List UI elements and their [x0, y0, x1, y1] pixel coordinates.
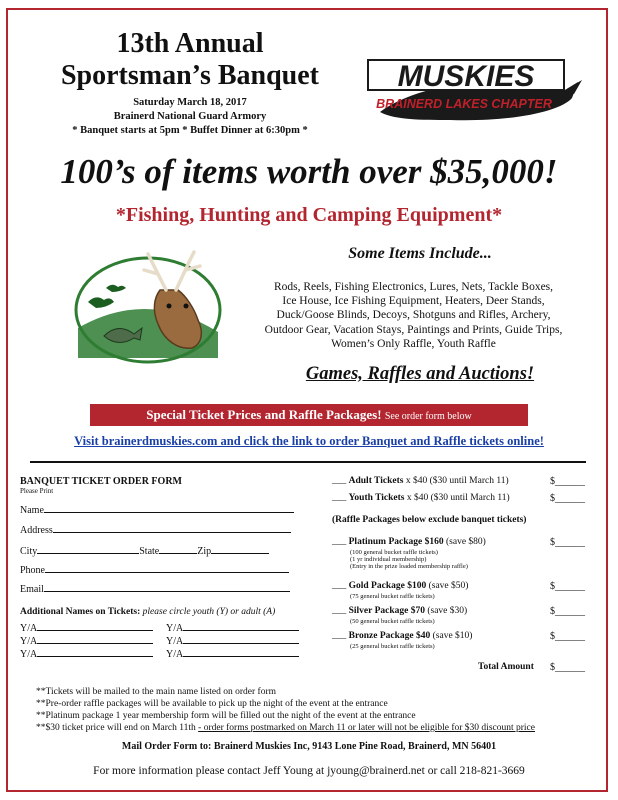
banner-main: Special Ticket Prices and Raffle Packages!: [146, 407, 382, 422]
ya-input[interactable]: [37, 620, 153, 631]
silver-amount[interactable]: $______: [550, 606, 585, 617]
youth-amount[interactable]: $______: [550, 493, 585, 504]
title-line-2: Sportsman’s Banquet: [60, 60, 319, 91]
items-line: Duck/Goose Blinds, Decoys, Shotguns and Rifles, Archery,: [276, 309, 551, 322]
address-input[interactable]: [53, 522, 291, 533]
bronze-details: (25 general bucket raffle tickets): [350, 643, 435, 650]
zip-input[interactable]: [211, 543, 269, 554]
city-label: City: [20, 546, 38, 557]
silver-details: (50 general bucket raffle tickets): [350, 618, 435, 625]
ya-input[interactable]: [183, 620, 299, 631]
state-label: State: [139, 546, 160, 557]
note: **Pre-order raffle packages will be available to pick up the night of the event at the entrance: [36, 699, 388, 709]
items-heading: Some Items Include...: [348, 245, 492, 262]
qty-blank[interactable]: ___: [332, 631, 347, 641]
email-field[interactable]: [20, 581, 290, 595]
note: **Tickets will be mailed to the main name listed on order form: [36, 687, 277, 697]
event-details: [40, 96, 340, 138]
items-line: Outdoor Gear, Vacation Stays, Paintings and Prints, Guide Trips,: [264, 323, 563, 336]
total-amount[interactable]: $______: [550, 662, 585, 673]
silver-label: Silver Package $70: [348, 606, 425, 616]
qty-blank[interactable]: ___: [332, 493, 347, 503]
bronze-amount[interactable]: $______: [550, 631, 585, 642]
adult-label: Adult Tickets: [348, 476, 404, 486]
phone-input[interactable]: [45, 562, 289, 573]
silver-save: (save $30): [427, 606, 468, 616]
gold-details: (75 general bucket raffle tickets): [350, 593, 435, 600]
additional-names-heading: [20, 607, 275, 617]
mail-address: Mail Order Form to: Brainerd Muskies Inc, 9143 Lone Pine Road, Brainerd, MN 56401: [121, 741, 497, 752]
youth-price: x $40 ($30 until March 11): [406, 493, 510, 503]
deer-emblem: [74, 248, 222, 364]
ya-row[interactable]: [166, 620, 299, 634]
ya-label: Y/A: [20, 623, 38, 634]
ya-row[interactable]: [166, 646, 299, 660]
bronze-label: Bronze Package $40: [348, 631, 431, 641]
event-title: [40, 28, 340, 92]
raffle-note: (Raffle Packages below exclude banquet tickets): [332, 515, 527, 525]
note-deadline-a: **$30 ticket price will end on March 11th: [36, 723, 196, 733]
platinum-detail: (Entry in the prize loaded membership raffle): [350, 563, 468, 570]
event-date: Saturday March 18, 2017: [133, 97, 247, 108]
ya-label: Y/A: [20, 649, 38, 660]
ya-row[interactable]: [166, 633, 299, 647]
ya-label: Y/A: [166, 636, 184, 647]
event-venue: Brainerd National Guard Armory: [113, 111, 267, 122]
note-deadline: [36, 723, 535, 733]
banner-small: See order form below: [384, 411, 472, 422]
contact-info: For more information please contact Jeff Young at jyoung@brainerd.net or call 218-821-3669: [93, 765, 525, 777]
email-label: Email: [20, 584, 44, 595]
city-input[interactable]: [37, 543, 139, 554]
ya-label: Y/A: [166, 623, 184, 634]
ya-input[interactable]: [183, 646, 299, 657]
items-line: Ice House, Ice Fishing Equipment, Heaters, Deer Stands,: [282, 295, 545, 308]
qty-blank[interactable]: ___: [332, 537, 347, 547]
youth-tickets[interactable]: [332, 493, 510, 503]
headline: 100’s of items worth over $35,000!: [60, 152, 558, 191]
platinum-details: [350, 549, 468, 570]
items-line: Women’s Only Raffle, Youth Raffle: [331, 337, 496, 350]
platinum-save: (save $80): [446, 537, 486, 547]
ya-input[interactable]: [183, 633, 299, 644]
muskies-logo: [360, 42, 582, 142]
platinum-label: Platinum Package $160: [348, 537, 444, 547]
city-state-zip-field[interactable]: [20, 543, 269, 557]
platinum-amount[interactable]: $______: [550, 537, 585, 548]
ya-input[interactable]: [37, 633, 153, 644]
additional-bold: Additional Names on Tickets:: [20, 607, 141, 617]
phone-field[interactable]: [20, 562, 289, 576]
ya-row[interactable]: [20, 633, 153, 647]
silver-package[interactable]: [332, 606, 467, 616]
games-heading: Games, Raffles and Auctions!: [305, 364, 535, 384]
name-label: Name: [20, 505, 44, 516]
platinum-detail: (100 general bucket raffle tickets): [350, 549, 438, 556]
address-field[interactable]: [20, 522, 291, 536]
adult-tickets[interactable]: [332, 476, 509, 486]
logo-name: MUSKIES: [397, 60, 535, 93]
zip-label: Zip: [197, 546, 212, 557]
form-heading: BANQUET TICKET ORDER FORM: [20, 476, 182, 487]
adult-price: x $40 ($30 until March 11): [405, 476, 509, 486]
email-input[interactable]: [44, 581, 290, 592]
logo-inc: INC.: [540, 91, 556, 100]
visit-link[interactable]: Visit brainerdmuskies.com and click the link to order Banquet and Raffle tickets online!: [74, 434, 544, 448]
gold-package[interactable]: [332, 581, 468, 591]
phone-label: Phone: [20, 565, 45, 576]
ya-label: Y/A: [20, 636, 38, 647]
gold-label: Gold Package $100: [348, 581, 427, 591]
state-input[interactable]: [159, 543, 197, 554]
divider: [30, 461, 586, 463]
note-deadline-b: - order forms postmarked on March 11 or later will not be eligible for $30 discount price: [198, 723, 535, 733]
gold-save: (save $50): [428, 581, 469, 591]
ticket-banner: [90, 404, 528, 426]
qty-blank[interactable]: ___: [332, 581, 347, 591]
youth-label: Youth Tickets: [348, 493, 405, 503]
name-input[interactable]: [44, 502, 294, 513]
subheadline: *Fishing, Hunting and Camping Equipment*: [115, 204, 503, 226]
qty-blank[interactable]: ___: [332, 476, 347, 486]
total-label: Total Amount: [478, 662, 534, 672]
name-field[interactable]: [20, 502, 294, 516]
additional-italic: please circle youth (Y) or adult (A): [142, 607, 276, 617]
ya-row[interactable]: [20, 620, 153, 634]
please-print: Please Print: [20, 487, 54, 495]
platinum-package[interactable]: [332, 537, 486, 547]
platinum-detail: (1 yr individual membership): [350, 556, 427, 563]
items-list: [236, 280, 591, 351]
gold-amount[interactable]: $______: [550, 581, 585, 592]
bronze-package[interactable]: [332, 631, 472, 641]
note: **Platinum package 1 year membership form will be filled out the night of the event at the entrance: [36, 711, 416, 721]
event-times: * Banquet starts at 5pm * Buffet Dinner at 6:30pm *: [72, 125, 308, 136]
address-label: Address: [20, 525, 53, 536]
items-line: Rods, Reels, Fishing Electronics, Lures, Nets, Tackle Boxes,: [273, 281, 554, 293]
qty-blank[interactable]: ___: [332, 606, 347, 616]
title-line-1: 13th Annual: [116, 28, 264, 59]
adult-amount[interactable]: $______: [550, 476, 585, 487]
logo-chapter: BRAINERD LAKES CHAPTER: [376, 97, 552, 111]
ya-label: Y/A: [166, 649, 184, 660]
ya-row[interactable]: [20, 646, 153, 660]
ya-input[interactable]: [37, 646, 153, 657]
bronze-save: (save $10): [432, 631, 473, 641]
